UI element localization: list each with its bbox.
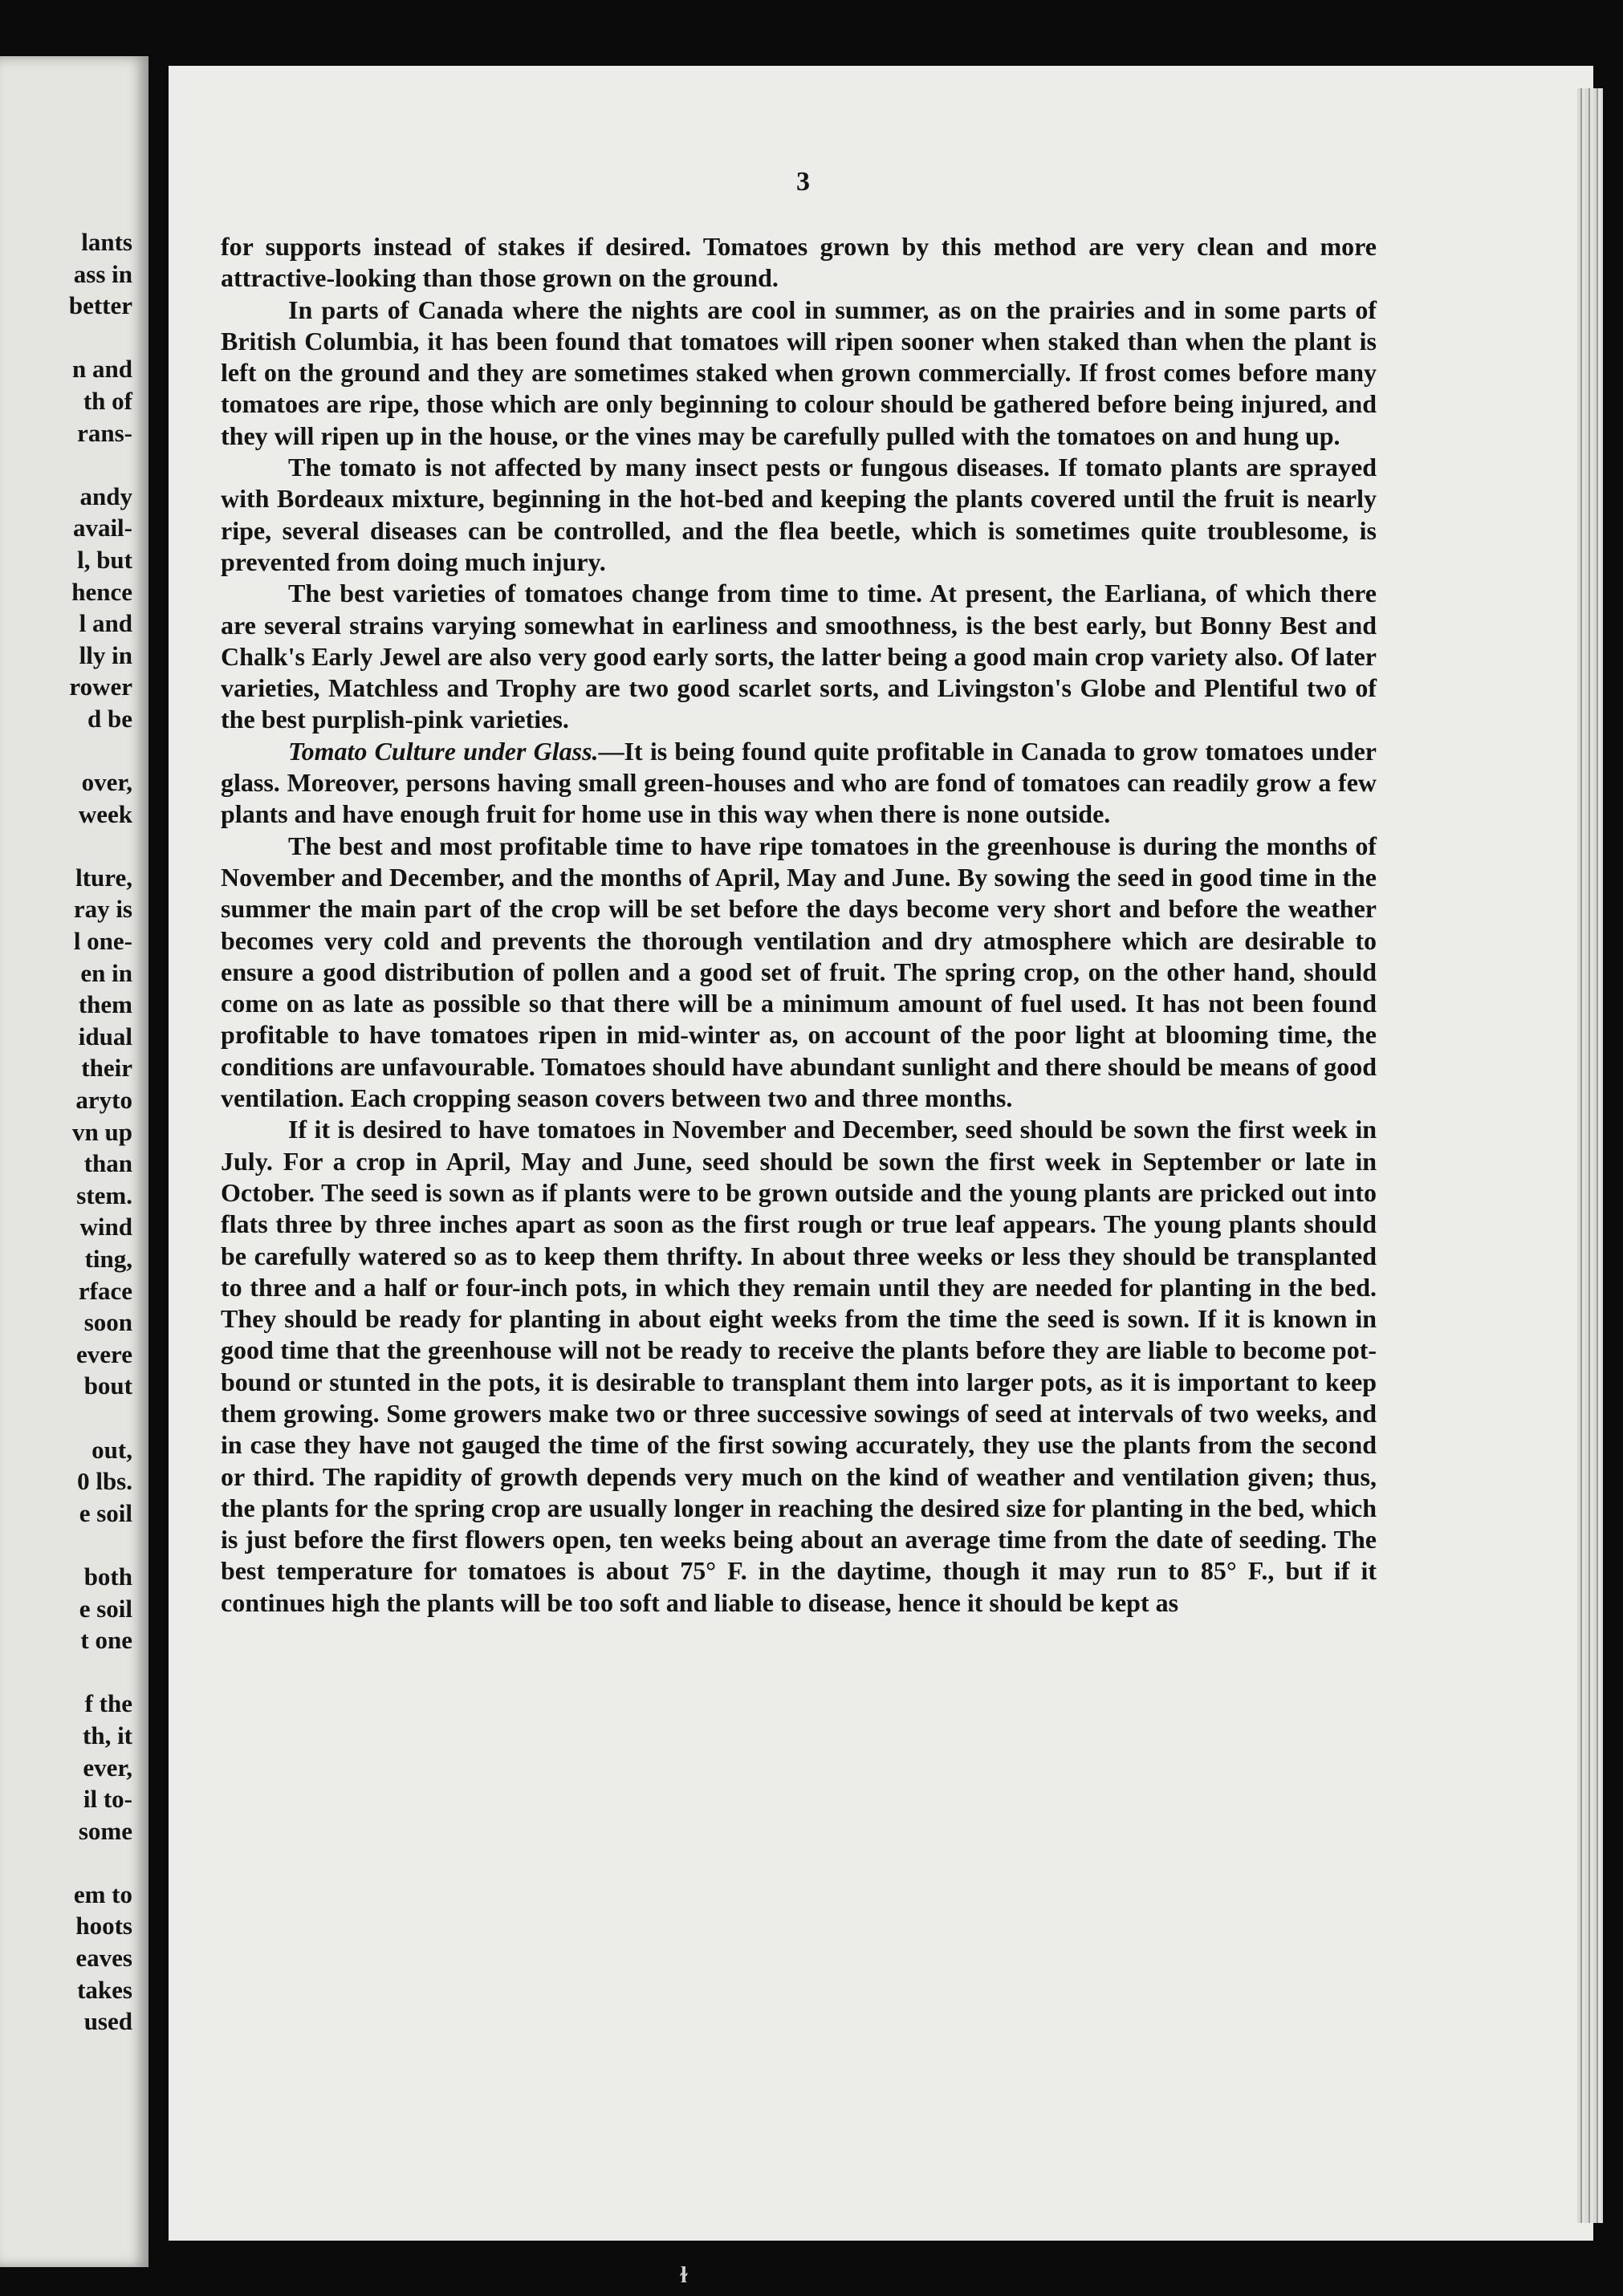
left-page-line: lly in (79, 640, 132, 669)
left-page-line: th, it (83, 1721, 132, 1749)
paragraph-staking: In parts of Canada where the nights are cool in summer, as on the prairies and in some parts of British Columbia, it has been found that tomatoes will ripen sooner when staked than when the plant is left on the ground and they are sometimes staked when grown commercially. If frost comes before many tomatoes are ripe, those which are only beginning to colour should be gathered before being injured, and they will ripen up in the house, or the vines may be carefully pulled with the tomatoes on and hung up. (221, 295, 1377, 450)
left-page-line: avail- (72, 514, 132, 543)
left-page-line: andy (79, 482, 132, 510)
glass-intro-text: —It is being found quite profitable in Canada to grow tomatoes under glass. Moreover, persons having small green-houses and who are fond of tomatoes can readily grow a few plants and have enough fruit for home use in this way when there is none outside. (221, 736, 1377, 829)
left-page-line (69, 322, 132, 354)
left-page-line: wind (79, 1213, 132, 1241)
left-page-line: better (68, 291, 132, 320)
left-page-line: l and (79, 609, 132, 638)
left-page-line (69, 1529, 132, 1561)
left-page-line (69, 449, 132, 481)
left-page-line (69, 1402, 132, 1434)
left-page-line: eaves (75, 1944, 132, 1973)
left-page-line: t one (80, 1626, 132, 1655)
left-page-line: over, (81, 768, 132, 797)
left-page-line: hence (71, 577, 132, 606)
left-page-line: e soil (79, 1498, 132, 1527)
left-page-line: soon (83, 1308, 132, 1337)
left-page-line: evere (76, 1339, 132, 1368)
left-page-line: than (83, 1149, 132, 1178)
left-page-line (69, 1847, 132, 1879)
left-page-line: 0 lbs. (77, 1467, 132, 1496)
left-page-line: vn up (72, 1117, 132, 1146)
left-page-line: ray is (73, 895, 132, 924)
left-page-line: them (78, 990, 132, 1019)
left-page-line: bout (83, 1372, 132, 1400)
left-page-line: their (81, 1054, 132, 1083)
left-page-line: rans- (77, 418, 132, 447)
paragraph-pests: The tomato is not affected by many insect pests or fungous diseases. If tomato plants are sprayed with Bordeaux mixture, beginning in the hot-bed and keeping the plants covered until the fruit is nearly ripe, several diseases can be controlled, and the flea beetle, which is sometimes quite troublesome, is prevented from doing much injury. (221, 453, 1377, 576)
paragraph-sowing: If it is desired to have tomatoes in November and December, seed should be sown the first week in July. For a crop in April, May and June, seed should be sown the first week in September or late in October. The seed is sown as if plants were to be grown outside and the young plants are pricked out into flats three by three inches apart as soon as the first rough or true leaf appears. The young plants should be carefully watered so as to keep them thrifty. In about three weeks or less they should be transplanted to three and a half or four-inch pots, in which they remain until they are needed for planting in the bed. They should be ready for planting in about eight weeks from the time the seed is sown. If it is known in good time that the greenhouse will not be ready to receive the plants before they are liable to become pot-bound or stunted in the pots, it is desirable to transplant them into larger pots, as it is important to keep them growing. Some growers make two or three successive sowings of seed at intervals of two weeks, and in case they have not gauged the time of the first sowing accurately, they use the plants from the second or third. The rapidity of growth depends very much on the kind of weather and ventilation given; thus, the plants for the spring crop are usually longer in reaching the desired size for planting in the bed, which is just before the first flowers open, ten weeks being about an average time from the date of seeding. The best temperature for tomatoes is about 75° F. in the daytime, though it may run to 85° F., but if it continues high the plants will be too soft and liable to disease, hence it should be kept as (221, 1115, 1377, 1617)
left-page-line: some (78, 1816, 132, 1845)
left-page-line: ass in (73, 259, 132, 288)
left-page-line: out, (92, 1435, 132, 1464)
paragraph-glass (221, 736, 1377, 831)
left-page-line: l, but (77, 545, 132, 574)
left-page-line: lture, (75, 863, 132, 892)
page-number: 3 (796, 167, 810, 197)
page-body (221, 231, 1377, 1619)
left-page-line: n and (72, 355, 132, 384)
section-heading-glass: Tomato Culture under Glass. (288, 736, 599, 766)
left-page-line: used (83, 2007, 132, 2036)
left-page-line: lants (81, 228, 132, 256)
left-page-line (69, 830, 132, 862)
left-facing-page (0, 56, 148, 2267)
left-page-line: ever, (83, 1753, 132, 1782)
left-page-line: stem. (76, 1181, 132, 1209)
left-page-line: em to (73, 1879, 132, 1908)
left-page-line: th of (83, 386, 132, 415)
left-page-line: aryto (75, 1086, 132, 1115)
left-page-line: hoots (75, 1912, 132, 1940)
page-edges (1577, 88, 1603, 2223)
left-page-line: en in (80, 958, 132, 987)
left-page-line: f the (84, 1689, 132, 1718)
paragraph-varieties: The best varieties of tomatoes change from time to time. At present, the Earliana, of which there are several strains varying somewhat in earliness and smoothness, is the best early, but Bonny Best and Chalk's Early Jewel are also very good early sorts, the latter being a good main crop variety also. Of later varieties, Matchless and Trophy are two good scarlet sorts, and Livingston's Globe and Plentiful two of the best purplish-pink varieties. (221, 579, 1377, 734)
left-page-line: e soil (79, 1594, 132, 1623)
left-page-line: both (83, 1562, 132, 1591)
left-page-text (69, 226, 132, 2038)
left-page-line: rower (69, 673, 132, 701)
left-page-line: takes (77, 1975, 132, 2004)
paragraph-timing: The best and most profitable time to have ripe tomatoes in the greenhouse is during the months of November and December, and the months of April, May and June. By sowing the seed in good time in the summer the main part of the crop will be set before the days become very short and before the weather becomes very cold and prevents the thorough ventilation and dry atmosphere which are desirable to ensure a good distribution of pollen and a good set of fruit. The spring crop, on the other hand, should come on as late as possible so that there will be a minimum amount of fuel used. It has not been found profitable to have tomatoes ripen in mid-winter as, on account of the poor light at blooming time, the conditions are unfavourable. Tomatoes should have abundant sunlight and there should be means of good ventilation. Each cropping season covers between two and three months. (221, 831, 1377, 1113)
left-page-line: l one- (73, 927, 132, 956)
left-page-line: rface (78, 1276, 132, 1305)
paragraph-supports: for supports instead of stakes if desired. Tomatoes grown by this method are very clean and more attractive-looking than those grown on the ground. (221, 232, 1377, 293)
left-page-line: d be (87, 704, 132, 733)
left-page-line: il to- (83, 1785, 132, 1814)
left-page-line: ting, (84, 1245, 132, 1273)
bottom-mark: ɫ (681, 2263, 687, 2288)
left-page-line: week (78, 799, 132, 828)
left-page-line (69, 735, 132, 767)
left-page-line (69, 1656, 132, 1688)
left-page-line: idual (78, 1022, 132, 1050)
